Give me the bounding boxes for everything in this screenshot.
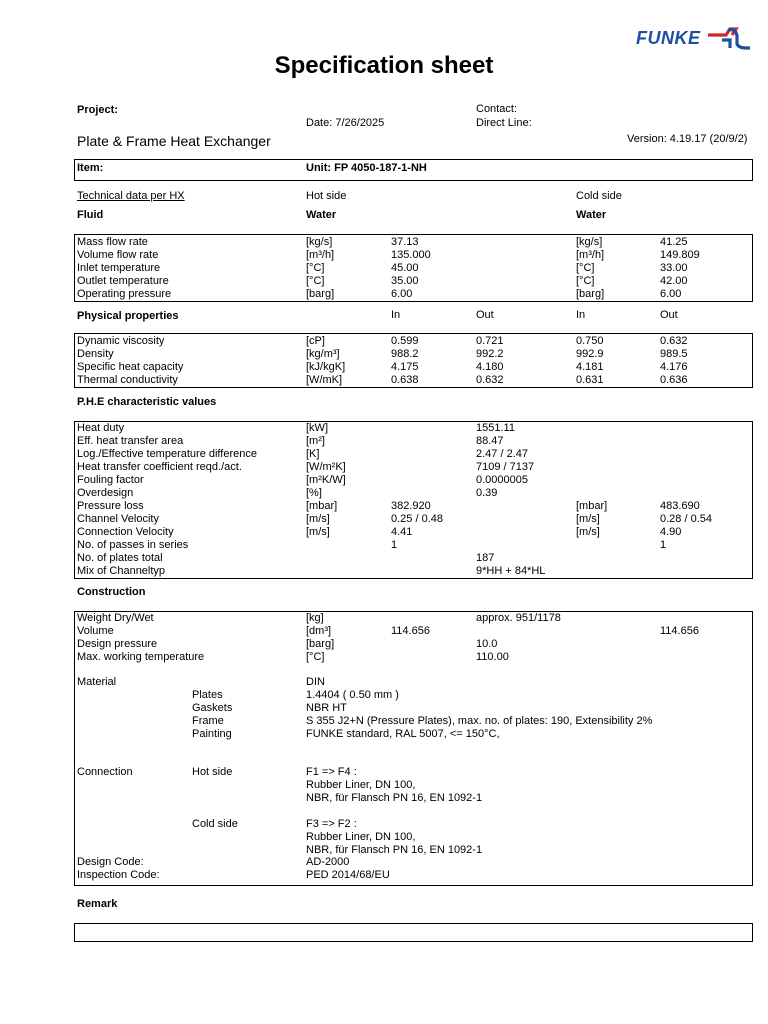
physical-row-hot-out: 4.180 (476, 361, 504, 373)
physical-row-unit: [kJ/kgK] (306, 361, 346, 373)
physical-row-cold-in: 0.631 (576, 374, 604, 386)
material-row-value: S 355 J2+N (Pressure Plates), max. no. of plates: 190, Extensibility 2% (306, 715, 653, 727)
phe-row-value: 0.0000005 (476, 474, 528, 486)
physical-row-label: Density (77, 348, 114, 360)
construction-row-unit: [barg] (306, 638, 335, 650)
construction-label: Construction (77, 586, 146, 598)
material-row-value: NBR HT (306, 702, 347, 714)
construction-row-label: Design pressure (77, 638, 158, 650)
construction-row-unit: [dm³] (306, 625, 332, 637)
physical-row-label: Dynamic viscosity (77, 335, 165, 347)
connection-label: Connection (77, 766, 133, 778)
physical-row-label: Specific heat capacity (77, 361, 184, 373)
construction-row-value: approx. 951/1178 (476, 612, 561, 624)
hot-side-label: Hot side (306, 190, 347, 202)
material-row-label: Plates (192, 689, 223, 701)
contact-label: Contact: (476, 103, 517, 115)
material-row-label: Painting (192, 728, 232, 740)
physical-row-hot-out: 0.721 (476, 335, 504, 347)
version: Version: 4.19.17 (20/9/2) (627, 133, 748, 145)
physical-row-hot-out: 992.2 (476, 348, 504, 360)
phe-row-cold-value: 4.90 (660, 526, 682, 538)
phe-row-value: 9*HH + 84*HL (476, 565, 546, 577)
hot-connection-line: Rubber Liner, DN 100, (306, 779, 416, 791)
physical-row-cold-out: 989.5 (660, 348, 688, 360)
fluid-label: Fluid (77, 209, 104, 221)
physical-row-hot-in: 0.638 (391, 374, 419, 386)
flow-row-cold-value: 41.25 (660, 236, 688, 248)
phe-row-label: Heat duty (77, 422, 125, 434)
phe-row-value: 0.39 (476, 487, 498, 499)
flow-row-label: Volume flow rate (77, 249, 159, 261)
phe-row-label: Heat transfer coefficient reqd./act. (77, 461, 242, 473)
flow-row-hot-value: 35.00 (391, 275, 419, 287)
physical-row-unit: [kg/m³] (306, 348, 340, 360)
flow-row-cold-value: 33.00 (660, 262, 688, 274)
phe-label: P.H.E characteristic values (77, 396, 217, 408)
phe-row-cold-value: 1 (660, 539, 667, 551)
phe-row-cold-value: 483.690 (660, 500, 700, 512)
flow-row-cold-unit: [kg/s] (576, 236, 603, 248)
flow-row-cold-unit: [°C] (576, 275, 595, 287)
hot-out-label: Out (476, 309, 494, 321)
physical-properties-label: Physical properties (77, 310, 179, 322)
phe-row-label: Eff. heat transfer area (77, 435, 184, 447)
brand-name: FUNKE (636, 28, 701, 48)
physical-row-unit: [cP] (306, 335, 325, 347)
phe-row-label: Mix of Channeltyp (77, 565, 166, 577)
construction-row-label: Volume (77, 625, 114, 637)
construction-row-unit: [°C] (306, 651, 325, 663)
phe-row-cold-unit: [mbar] (576, 500, 608, 512)
inspection-code: PED 2014/68/EU (306, 869, 390, 881)
physical-row-cold-in: 0.750 (576, 335, 604, 347)
inspection-code-label: Inspection Code: (77, 869, 160, 881)
phe-row-unit: [m²] (306, 435, 325, 447)
unit-name: Unit: FP 4050-187-1-NH (306, 162, 427, 174)
phe-row-label: Log./Effective temperature difference (77, 448, 257, 460)
cold-side-label: Cold side (576, 190, 622, 202)
physical-row-hot-in: 0.599 (391, 335, 419, 347)
funke-logo-icon (706, 26, 752, 52)
material-row-label: Frame (192, 715, 224, 727)
flow-row-hot-value: 6.00 (391, 288, 413, 300)
hot-connection-line: NBR, für Flansch PN 16, EN 1092-1 (306, 792, 483, 804)
physical-row-hot-out: 0.632 (476, 374, 504, 386)
hot-fluid: Water (306, 209, 337, 221)
flow-row-cold-value: 42.00 (660, 275, 688, 287)
item-label: Item: (77, 162, 104, 174)
flow-row-label: Operating pressure (77, 288, 172, 300)
flow-row-label: Mass flow rate (77, 236, 148, 248)
flow-row-cold-value: 6.00 (660, 288, 682, 300)
phe-row-unit: [m²K/W] (306, 474, 346, 486)
phe-row-cold-unit: [m/s] (576, 513, 600, 525)
physical-row-label: Thermal conductivity (77, 374, 178, 386)
direct-line-label: Direct Line: (476, 117, 532, 129)
hot-in-label: In (391, 309, 401, 321)
technical-data-label: Technical data per HX (77, 190, 185, 202)
phe-row-label: Pressure loss (77, 500, 144, 512)
flow-row-hot-unit: [kg/s] (306, 236, 333, 248)
phe-row-label: Fouling factor (77, 474, 144, 486)
physical-row-hot-in: 4.175 (391, 361, 419, 373)
design-code: AD-2000 (306, 856, 350, 868)
flow-row-hot-unit: [°C] (306, 275, 325, 287)
cold-connection-line: NBR, für Flansch PN 16, EN 1092-1 (306, 844, 483, 856)
remark-box (74, 923, 753, 942)
construction-row-label: Max. working temperature (77, 651, 205, 663)
phe-row-value: 7109 / 7137 (476, 461, 535, 473)
flow-row-hot-value: 37.13 (391, 236, 419, 248)
phe-row-label: Overdesign (77, 487, 134, 499)
construction-row-unit: [kg] (306, 612, 324, 624)
flow-row-label: Outlet temperature (77, 275, 169, 287)
flow-row-hot-value: 45.00 (391, 262, 419, 274)
flow-row-hot-unit: [barg] (306, 288, 335, 300)
connection-hot-side-label: Hot side (192, 766, 233, 778)
phe-row-unit: [K] (306, 448, 320, 460)
phe-row-hot-value: 4.41 (391, 526, 413, 538)
cold-fluid: Water (576, 209, 607, 221)
physical-row-cold-in: 4.181 (576, 361, 604, 373)
flow-row-hot-value: 135.000 (391, 249, 431, 261)
phe-row-label: No. of passes in series (77, 539, 189, 551)
flow-row-hot-unit: [°C] (306, 262, 325, 274)
construction-row-value: 10.0 (476, 638, 498, 650)
connection-cold-side-label: Cold side (192, 818, 238, 830)
construction-row-value: 110.00 (476, 651, 509, 663)
cold-in-label: In (576, 309, 586, 321)
phe-row-unit: [W/m²K] (306, 461, 346, 473)
cold-out-label: Out (660, 309, 678, 321)
flow-row-cold-value: 149.809 (660, 249, 700, 261)
flow-row-hot-unit: [m³/h] (306, 249, 335, 261)
phe-row-hot-value: 382.920 (391, 500, 431, 512)
project-label: Project: (77, 104, 118, 116)
construction-row-hot-value: 114.656 (391, 625, 430, 637)
phe-row-unit: [m/s] (306, 526, 330, 538)
design-code-label: Design Code: (77, 856, 144, 868)
physical-row-cold-out: 0.632 (660, 335, 688, 347)
phe-row-label: No. of plates total (77, 552, 163, 564)
flow-row-label: Inlet temperature (77, 262, 161, 274)
phe-row-value: 2.47 / 2.47 (476, 448, 528, 460)
phe-row-value: 1551.11 (476, 422, 515, 434)
physical-row-cold-out: 4.176 (660, 361, 688, 373)
physical-row-cold-in: 992.9 (576, 348, 604, 360)
flow-row-cold-unit: [°C] (576, 262, 595, 274)
product-name: Plate & Frame Heat Exchanger (77, 133, 271, 149)
physical-row-unit: [W/mK] (306, 374, 343, 386)
remark-label: Remark (77, 898, 118, 910)
hot-connection-line: F1 => F4 : (306, 766, 357, 778)
material-row-value: 1.4404 ( 0.50 mm ) (306, 689, 399, 701)
phe-row-hot-value: 0.25 / 0.48 (391, 513, 443, 525)
flow-row-cold-unit: [m³/h] (576, 249, 605, 261)
material-value: DIN (306, 676, 325, 688)
page-title: Specification sheet (274, 52, 494, 79)
cold-connection-line: F3 => F2 : (306, 818, 357, 830)
phe-row-unit: [kW] (306, 422, 328, 434)
phe-row-value: 88.47 (476, 435, 504, 447)
flow-row-cold-unit: [barg] (576, 288, 605, 300)
phe-row-cold-unit: [m/s] (576, 526, 600, 538)
phe-row-unit: [%] (306, 487, 322, 499)
physical-row-hot-in: 988.2 (391, 348, 419, 360)
material-row-label: Gaskets (192, 702, 233, 714)
phe-row-label: Channel Velocity (77, 513, 159, 525)
phe-row-unit: [m/s] (306, 513, 330, 525)
phe-row-unit: [mbar] (306, 500, 338, 512)
phe-row-label: Connection Velocity (77, 526, 174, 538)
construction-row-label: Weight Dry/Wet (77, 612, 154, 624)
date: Date: 7/26/2025 (306, 117, 385, 129)
phe-row-value: 187 (476, 552, 495, 564)
material-label: Material (77, 676, 117, 688)
phe-row-hot-value: 1 (391, 539, 398, 551)
phe-row-cold-value: 0.28 / 0.54 (660, 513, 712, 525)
cold-connection-line: Rubber Liner, DN 100, (306, 831, 416, 843)
construction-row-cold-value: 114.656 (660, 625, 699, 637)
physical-row-cold-out: 0.636 (660, 374, 688, 386)
material-row-value: FUNKE standard, RAL 5007, <= 150°C, (306, 728, 500, 740)
